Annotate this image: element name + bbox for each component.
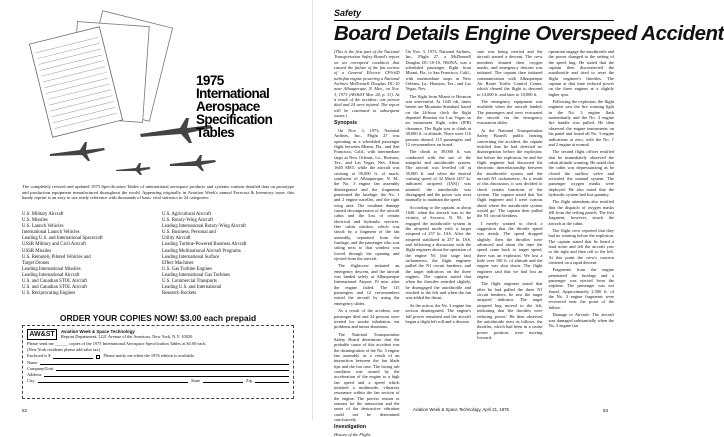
article-title: Board Details Engine Overspeed Accident — [334, 22, 724, 45]
list-item: U.S. Rotary-Wing Aircraft — [162, 218, 213, 224]
category-list — [22, 212, 294, 297]
enclosed-label: Enclosed is $ — [27, 353, 51, 359]
awst-logo: AW&ST — [27, 329, 57, 340]
notify-checkbox[interactable] — [96, 355, 100, 359]
paragraph: Damage to Aircraft: The aircraft was damaged substantially when the No. 3 engine fan — [548, 312, 614, 328]
article-column-1 — [334, 49, 400, 437]
list-item: Utility Aircraft — [162, 236, 191, 242]
category-column-left — [22, 212, 154, 297]
list-item: U.S. and Canadian STOL Aircraft — [22, 279, 88, 285]
article-column-2 — [406, 49, 472, 401]
list-item: Leading Multinational Aircraft Programs — [162, 248, 241, 254]
paragraph: The flight crew reported that they had no warning before the explosion. The captain stated that he heard a loud noise and felt the aircraft yaw to the right and then roll to the left. At this point the crew's concern centered on a rapid descent. — [548, 228, 614, 266]
paragraph: I merely wanted to check a suggestion that the throttle speed was steady. The speed dropped slightly; then the throttles were advanced and about the time the speed came back to target speed, there was an explosion. We lost a little over 100 ft. of altitude and the engine was shut down. The flight engineer said that we had lost an engine. — [477, 220, 543, 280]
paragraph: As a result of the accident, one passenger died and 24 persons were treated for smoke inhalation, ear problems and minor abrasions. — [334, 308, 400, 330]
paragraph: At the National Transportation Safety Board's public hearing concerning the accident, the captain testified that he had detected no disintegration before the explosion; but before the explosion, he and the flight engineer had discussed the electronic interrelationship between the autothrottle system and the aircraft N1 tachometers. As a result of this discussion, it was decided to check certain functions of the system. The captain stated that 'the flight engineer and I were curious about where the autothrottle system would go.' The captain then pulled the N1 circuit breakers. — [477, 127, 543, 219]
list-item: Target Drones — [22, 260, 50, 266]
paragraph: On Nov. 3, 1973, National Airlines, Inc., Flight 27 was operating as a scheduled passenger flight between Miami, Fla., and San Francisco, Calif., with intermediate stops at New Orleans, La., Houston, Tex., and Las Vegas, Nev. About 1640 MST, while the aircraft was cruising at 39,000 ft. of mach, southwest of Albuquerque, N. M., the No. 3 engine fan assembly disintegrated and the fragments penetrated the fuselage, the No. 1 and 2 engine nacelles, and the right wing area. The resultant damage caused decompression of the aircraft cabin and the loss of certain electrical and hydraulic services. One cabin window, which was struck by a fragment of the fan assembly, separated from the fuselage, and the passenger who was sitting next to that window was forced through the opening and ejected from the aircraft. — [334, 127, 400, 262]
list-item: Leading U.S. and International — [162, 285, 222, 291]
list-item: Effect Machines — [162, 260, 194, 266]
list-item: Leading International Gas Turbines — [162, 272, 231, 278]
address-line — [27, 372, 289, 377]
company-line — [27, 366, 289, 371]
paragraph: Following the explosion, the flight engineer saw the fire warning light in the No. 3 engine flash momentarily and the No. 3 engine fire handle was pulled. He then observed the engine instruments on his panel and found all No. 3 engine indications at zero, with the No. 1 and 2 engine at normal. — [548, 99, 614, 147]
list-item: U.S. Launch Vehicles — [22, 224, 64, 230]
state-field[interactable] — [203, 379, 243, 383]
coupon-header — [27, 329, 289, 340]
article-intro: (This is the first part of the National Transportation Safety Board's report on an overspeed condition that caused the failure of the fan section of a General Electric CF6-6D turbofan engine powering a National Airlines McDonnell Douglas DC-10 near Albuquerque, N. Mex., on Nov. 3, 1973 (AW&ST Mar. 24, p. 31). As a result of the accident, one person died and 24 were injured. The report will be continued in subsequent issues.) — [334, 49, 400, 119]
list-item: U.S. and Canadian STOL Aircraft — [22, 285, 88, 291]
paragraph: Fragments from the engine penetrated the fuselage and a passenger was ejected from the airplane. The passenger was not found. Approximately 2,500 ft. of the No. 3 engine fragments were recovered near the point of the failure. — [548, 267, 614, 310]
name-field[interactable] — [40, 361, 289, 365]
list-item: U.S. Reciprocating Engines — [22, 291, 76, 297]
paragraph: The flight from Miami to Houston was uneventful. At 1445 cdt, times herein are Mountain Standard, based on the 24-hour clock the flight departed Houston for Las Vegas on an instrument flight rules (IFR) clearance. The flight was to climb at 39,000 ft. of altitude. There were 116 persons aboard: 115 passengers and 12 crewmembers on board. — [405, 93, 471, 147]
list-item: Research Rockets — [162, 291, 197, 297]
list-item: Leading International Surface — [162, 254, 220, 260]
order-coupon — [22, 325, 294, 399]
paragraph: On Nov. 3, 1973, National Airlines, Inc., Flight 27, a McDonnell Douglas DC-10-10, N60NA, was a scheduled passenger flight from Miami, Fla., to San Francisco, Calif., with intermediate stops at New Orleans, La., Houston, Tex., and Las Vegas, Nev. — [405, 49, 471, 92]
right-page — [313, 0, 724, 437]
fanned-spec-sheets — [29, 11, 172, 138]
list-item: Leading International Rotary-Wing Aircraft — [162, 224, 246, 230]
paragraph: As the action, the No. 3 engine fan section disintegrated. The engine's full power remained and the aircraft began a slight left roll and a descent. — [405, 302, 471, 324]
list-item: International Launch Vehicles — [22, 230, 80, 236]
company-label: Company/Unit — [27, 365, 54, 371]
list-item: U.S. Agricultural Aircraft — [162, 212, 212, 217]
name-line — [27, 360, 289, 365]
left-page — [0, 0, 313, 420]
notify-label: Please notify me when the 1976 edition is available. — [103, 353, 195, 359]
list-item: Leading U.S. and International Spacecraft — [22, 236, 103, 242]
article-column-4 — [549, 49, 615, 401]
ad-heading: 1975 International Aerospace Specification Tables — [196, 73, 273, 140]
list-item: U.S. Missiles — [22, 218, 48, 224]
paragraph: The second flight officer testified that he immediately observed the cabin altitude warning. He noted that the cabin was depressurizing as he closed the outflow valve and activated the manual system. The passenger oxygen masks were deployed. He also noted that the hydraulic system had lost quantity. — [548, 149, 614, 197]
paragraph: The climb to 39,000 ft. was conducted with the use of the autopilot and autothrottle system. The aircraft was levelled off at 39,000 ft. and when the desired cruising speed of 32 Mach (257 kt. indicated airspeed (IAS)) was attained, the autothrottle was disengaged and the power was reset manually to maintain the speed. — [405, 149, 471, 203]
page-footer: Aviation Week & Space Technology, April 21, 1975 — [413, 407, 509, 412]
list-item: USSR Missiles — [22, 248, 52, 254]
paragraph: According to the captain, at about 1640, when the aircraft was in the vicinity of Socorro, N. M., he engaged the autothrottle system in the airspeed mode with a target airspeed of 257 kt. IAS. After the airspeed stabilized at 257 kt. IAS, and following a discussion with the flight engineer about the operation of the engine N1 (fan stage fan) tachometers, the flight engineer pulled the N1 circuit breakers, and the target indicators on the three engines. The captain stated that when the throttles retarded slightly, he disengaged the autothrottle and reached to the left and when the fan was added the thrust. — [405, 204, 471, 301]
page-number-left: 62 — [22, 408, 28, 413]
category-column-right — [162, 212, 294, 297]
page-number-right: 63 — [603, 408, 609, 413]
copies-line — [27, 341, 289, 346]
zip-field[interactable] — [255, 379, 289, 383]
list-item: Leading International Aircraft — [22, 272, 80, 278]
investigation-heading: Investigation — [334, 424, 366, 431]
enclosed-field[interactable] — [53, 355, 93, 359]
city-label: City — [27, 378, 35, 384]
section-divider — [334, 20, 614, 21]
publisher-address — [61, 329, 192, 339]
history-heading: History of the Flight: — [334, 431, 372, 437]
name-label: Name — [27, 359, 38, 365]
company-field[interactable] — [56, 367, 289, 371]
publisher-street: Reprint Department, 1221 Avenue of the Americas, New York, N.Y. 10020 — [61, 334, 193, 339]
synopsis-heading: Synopsis — [334, 120, 358, 127]
list-item: U.S. Business, Personal and — [162, 230, 216, 236]
publisher-name: Aviation Week & Space Technology — [61, 329, 135, 334]
city-line — [27, 378, 289, 383]
list-item: USSR Military and Civil Aircraft — [22, 242, 86, 248]
state-label: State — [191, 378, 200, 384]
tax-note: (New York residents please add sales tax) — [27, 347, 101, 353]
tax-line — [27, 347, 289, 352]
enclosed-line — [27, 353, 289, 358]
list-item: U.S. Gas Turbine Engines — [162, 266, 212, 272]
paragraph: The National Transportation Safety Board determines that the probable cause of this accident was the disintegration of the No. 3 engine fan assembly as a result of an interaction between the fan blade tips and the fan case. The facing rub condition was caused by the acceleration of the engine to a high fan speed and a speed which initiated a multimode, vibratory resonance within the fan section of the engine. The precise reason or reasons for the interaction and the onset of the destructive vibration could not be determined conclusively. — [334, 331, 400, 423]
section-label: Safety — [334, 8, 362, 18]
paragraph: sure was being exerted and the aircraft started a descent. The crew members donned their oxygen masks, and emergency descent was initiated. The captain then initiated communication with Albuquerque Air Route Traffic Control Center, which cleared the flight to descend to 14,000 ft. and later to 10,000 ft. — [477, 49, 543, 97]
address-field[interactable] — [44, 373, 289, 377]
list-item: U.S. Remotely Piloted Vehicles and — [22, 254, 91, 260]
article-column-3 — [477, 49, 543, 401]
list-item: Leading Turbine-Powered Business Aircraft — [162, 242, 247, 248]
city-field[interactable] — [38, 379, 189, 383]
zip-label: Zip — [245, 378, 252, 384]
list-item: Leading International Missiles — [22, 266, 81, 272]
address-label: Address — [27, 372, 42, 378]
list-item: U.S. Commercial Transports — [162, 279, 217, 285]
paragraph: The flightcrew initiated an emergency descent, and the aircraft was landed safely at Albuquerque International Airport 19 min. after the engine failed. The 115 passengers and 12 crewmembers exited the aircraft by using the emergency slides. — [334, 263, 400, 306]
copies-text: Please send me ______ copies of the 1975 International Aerospace Specification Tables at $3.00 each. — [27, 341, 207, 346]
list-item: U.S. Military Aircraft — [22, 212, 64, 217]
paragraph: The flight attendants also testified that the dispatch of oxygen masks fell from the ceiling panels. The first fragment, however, struck the aircraft at the cabin. — [548, 199, 614, 226]
paragraph: The flight engineer stated that after he had pulled the three N1 circuit breakers, he saw the target airspeed indicator. The target airspeed bug moved to the left, indicating that 'the throttles were reducing power.' He then observed the autothrottle react as follows: the throttles, which had been in a cruise power position, were moving forward. — [477, 281, 543, 340]
paragraph: operation engage the autothrottle and the power changed to the setting of the speed bug. He stated that the captain then disconnected the autothrottle and tried to reset the flight engineer's throttles. The captain at that time reduced power on the three engines at a slightly higher rpm. — [548, 49, 614, 97]
ad-body: The completely revised and updated 1975 Specification Tables of international aerospace products and systems contain detailed data on prototype and production equipment manufactured throughout the world. Appearing originally in Aviation Week's annual Forecast & Inventory issue, this handy reprint is an easy to use ready reference with thousands of basic vital statistics in 24 categories: — [22, 184, 294, 201]
paragraph: The emergency equipment was available when the aircraft landed. The passengers and crew evacuated the aircraft via the emergency evacuation slides. — [477, 99, 543, 126]
order-headline: ORDER YOUR COPIES NOW! $3.00 each prepaid — [59, 313, 257, 323]
